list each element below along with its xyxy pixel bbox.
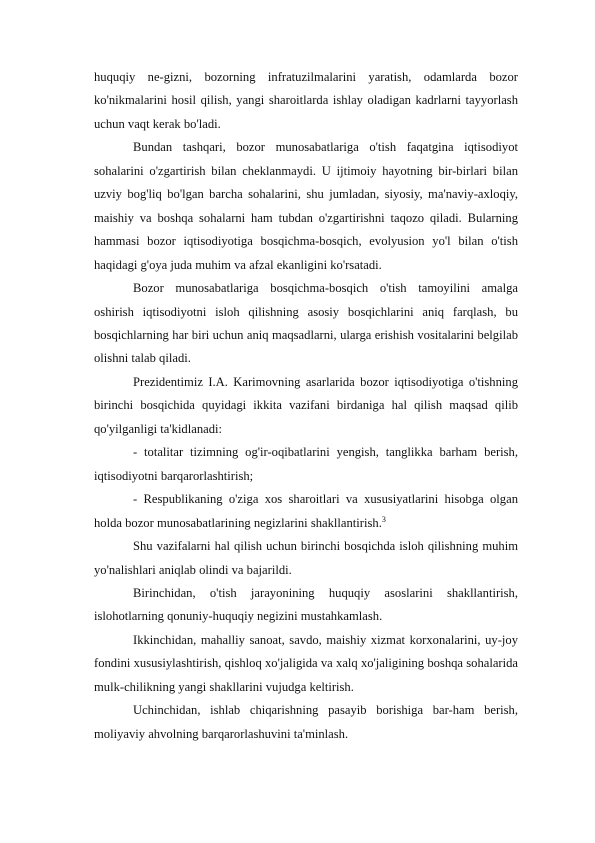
paragraph-text: Uchinchidan, ishlab chiqarishning pasayib borishiga bar-ham berish, moliyaviy ahvolning barqarorlashuvini ta'minlash.	[94, 703, 518, 741]
paragraph-text: Prezidentimiz I.A. Karimovning asarlarida bozor iqtisodiyotiga o'tishning birinchi bosqichida quyidagi ikkita vazifani birdaniga hal qilish maqsad qilib qo'yilganligi ta'kidlanadi:	[94, 374, 518, 436]
paragraph-text: Birinchidan, o'tish jarayonining huquqiy asoslarini shakllantirish, islohotlarning qonuniy-huquqiy negizini mustahkamlash.	[94, 585, 518, 624]
paragraph-text: Bundan tashqari, bozor munosabatlariga o'tish faqatgina iqtisodiyot sohalarini o'zgartirish bilan cheklanmaydi. U ijtimoiy hayotning bir-birlari bilan uzviy bog'liq bo'lgan barcha sohalarini, shu jumladan, siyosiy, ma'naviy-axloqiy, maishiy va boshqa sohalarni ham tubdan o'zgartirishni taqozo qiladi. Bularning hammasi bozor iqtisodiyotiga bosqichma-bosqich, evolyusion yo'l bilan o'tish haqidagi g'oya juda muhim va afzal ekanligini ko'rsatadi.	[94, 140, 518, 272]
paragraph-text: Bozor munosabatlariga bosqichma-bosqich o'tish tamoyilini amalga oshirish iqtisodiyotni isloh qilishning asosiy bosqichlarini aniq farqlash, bu bosqichlarning har biri uchun aniq maqsadlarni, ularga erishish vositalarini belgilab olishni talab qiladi.	[94, 281, 518, 366]
paragraph	[94, 441, 518, 488]
paragraph	[94, 488, 518, 535]
paragraph-text: Ikkinchidan, mahalliy sanoat, savdo, maishiy xizmat korxonalarini, uy-joy fondini xususiylashtirish, qishloq xo'jaligida va xalq xo'jaligining boshqa sohalarida mulk-chilikning yangi shakllarini vujudga keltirish.	[94, 632, 518, 694]
paragraph	[94, 277, 518, 371]
paragraph	[94, 699, 518, 746]
document-page	[94, 66, 518, 746]
paragraph-text: - Respublikaning o'ziga xos sharoitlari va xususiyatlarini hisobga olgan holda bozor munosabatlarining negizlarini shakllantirish.	[94, 492, 518, 530]
paragraph	[94, 136, 518, 277]
paragraph	[94, 582, 518, 629]
footnote-reference[interactable]: 3	[381, 514, 386, 524]
paragraph-text: - totalitar tizimning og'ir-oqibatlarini yengish, tanglikka barham berish, iqtisodiyotni barqarorlashtirish;	[94, 445, 518, 483]
paragraph	[94, 535, 518, 582]
paragraph	[94, 371, 518, 441]
paragraph-text: huquqiy ne-gizni, bozorning infratuzilmalarini yaratish, odamlarda bozor ko'nikmalarini hosil qilish, yangi sharoitlarda ishlay oladigan kadrlarni tayyorlash uchun vaqt kerak bo'ladi.	[94, 70, 518, 131]
paragraph	[94, 66, 518, 136]
paragraph	[94, 629, 518, 699]
paragraph-text: Shu vazifalarni hal qilish uchun birinchi bosqichda isloh qilishning muhim yo'nalishlari aniqlab olindi va bajarildi.	[94, 539, 518, 577]
